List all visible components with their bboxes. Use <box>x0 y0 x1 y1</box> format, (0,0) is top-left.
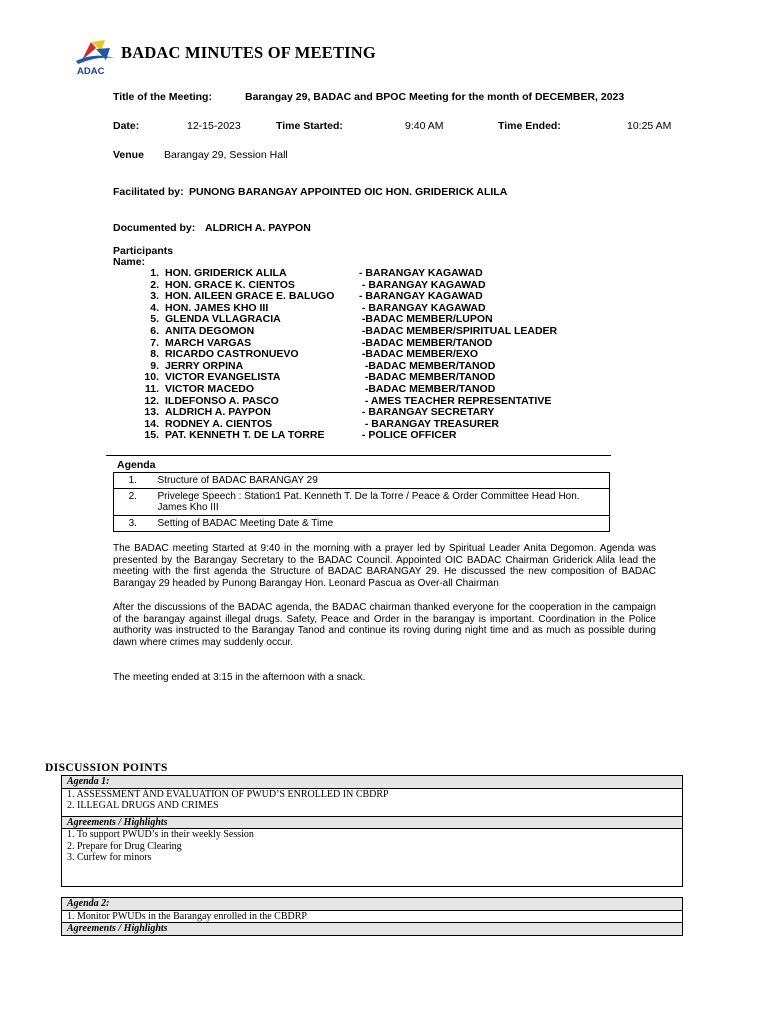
agenda-1-item: 1. ASSESSMENT AND EVALUATION OF PWUD’S ENROLLED IN CBDRP <box>67 788 389 800</box>
agenda-1-header: Agenda 1: <box>62 776 683 789</box>
agenda-1-table <box>61 775 683 887</box>
participant-role: - BARANGAY KAGAWAD <box>359 301 486 314</box>
agenda-item-text: Structure of BADAC BARANGAY 29 <box>152 473 610 489</box>
agenda-item-number: 1. <box>114 473 152 489</box>
agenda-row <box>114 516 610 532</box>
agenda-1-items <box>62 788 683 816</box>
participant-name: ILDEFONSO A. PASCO <box>165 394 279 407</box>
participant-role: -BADAC MEMBER/TANOD <box>359 371 496 384</box>
name-label: Name: <box>113 256 146 268</box>
participant-number: 14. <box>144 417 159 430</box>
participant-role: - BARANGAY SECRETARY <box>359 406 495 419</box>
date-value: 12-15-2023 <box>187 120 241 132</box>
narrative-paragraph-2: After the discussions of the BADAC agenda, the BADAC chairman thanked everyone for the cooperation in the campaign of the barangay against illegal drugs. Safety, Peace and Order in the barangay is important. Coordination in the Police authority was instructed to the Barangay Tanod and continue its roving during night time and as much as possible during dawn where crimes may suddenly occur. <box>113 602 656 649</box>
participant-role: -BADAC MEMBER/TANOD <box>359 359 496 372</box>
participant-name: PAT. KENNETH T. DE LA TORRE <box>165 429 325 442</box>
participant-number: 6. <box>150 324 159 337</box>
venue-value: Barangay 29, Session Hall <box>164 149 288 161</box>
participant-name: MARCH VARGAS <box>165 336 252 349</box>
agenda-2-header: Agenda 2: <box>62 898 683 911</box>
participant-name: HON. GRACE K. CIENTOS <box>165 278 295 291</box>
participant-name: VICTOR MACEDO <box>165 382 255 395</box>
participant-name: VICTOR EVANGELISTA <box>165 371 281 384</box>
participants-label: Participants <box>113 245 174 257</box>
participant-role: - BARANGAY KAGAWAD <box>359 290 483 303</box>
participant-role: -BADAC MEMBER/SPIRITUAL LEADER <box>359 324 558 337</box>
agenda-1-agreements <box>62 829 683 887</box>
meeting-title-value: Barangay 29, BADAC and BPOC Meeting for the month of DECEMBER, 2023 <box>245 91 625 103</box>
agenda-1-item: 2. ILLEGAL DRUGS AND CRIMES <box>67 800 219 812</box>
participant-name: RICARDO CASTRONUEVO <box>165 348 299 361</box>
participant-role: - BARANGAY KAGAWAD <box>359 267 483 279</box>
document-title: BADAC MINUTES OF MEETING <box>121 43 376 62</box>
participant-role: -BADAC MEMBER/TANOD <box>359 336 493 349</box>
agenda-row <box>114 473 610 489</box>
facilitated-label: Facilitated by: <box>113 186 184 198</box>
agenda-item-text: Privelege Speech : Station1 Pat. Kenneth T. De la Torre / Peace & Order Committee Head Hon. James Kho III <box>152 489 610 516</box>
participant-number: 2. <box>150 278 159 291</box>
agenda-1-agreement: 3. Curfew for minors <box>67 852 152 864</box>
participant-number: 7. <box>150 336 159 349</box>
discussion-points-title: DISCUSSION POINTS <box>45 762 168 774</box>
participant-role: - BARANGAY TREASURER <box>359 417 500 430</box>
participant-number: 15. <box>144 429 159 442</box>
participant-role: - BARANGAY KAGAWAD <box>359 278 486 291</box>
logo-text: ADAC <box>77 66 105 76</box>
agenda-table <box>113 472 610 532</box>
participant-name: HON. GRIDERICK ALILA <box>165 267 287 279</box>
participant-number: 3. <box>150 290 159 303</box>
agenda-divider <box>106 455 611 456</box>
participant-name: JERRY ORPINA <box>165 359 244 372</box>
agenda-2-item: 1. Monitor PWUDs in the Barangay enrolled in the CBDRP <box>67 910 307 922</box>
agenda-2-agreements-header: Agreements / Highlights <box>62 923 683 936</box>
agenda-1-agreement: 2. Prepare for Drug Clearing <box>67 840 182 852</box>
participant-role: -BADAC MEMBER/LUPON <box>359 313 493 326</box>
agenda-label: Agenda <box>117 459 156 471</box>
participant-name: HON. JAMES KHO III <box>165 301 269 314</box>
agenda-1-agreements-header: Agreements / Highlights <box>62 816 683 829</box>
participant-role: -BADAC MEMBER/EXO <box>359 348 479 361</box>
participant-number: 4. <box>150 301 159 314</box>
participant-name: RODNEY A. CIENTOS <box>165 417 273 430</box>
participant-role: - AMES TEACHER REPRESENTATIVE <box>359 394 552 407</box>
meeting-title-label: Title of the Meeting: <box>113 91 212 103</box>
agenda-item-text: Setting of BADAC Meeting Date & Time <box>152 516 610 532</box>
narrative-paragraph-1: The BADAC meeting Started at 9:40 in the morning with a prayer led by Spiritual Leader Anita Degomon. Agenda was presented by the Barangay Secretary to the BADAC Council. Appointed OIC BADAC Chairman Griderick Alila lead the meeting with the first agenda the Structure of BADAC BARANGAY 29. He discussed the new composition of BADAC Barangay 29 headed by Punong Barangay Hon. Leonard Pascua as Over-all Chairman <box>113 543 656 590</box>
adac-logo <box>72 34 118 76</box>
time-ended-value: 10:25 AM <box>627 120 672 132</box>
time-ended-label: Time Ended: <box>498 120 561 132</box>
agenda-item-number: 3. <box>114 516 152 532</box>
participant-number: 8. <box>150 348 159 361</box>
participant-number: 10. <box>144 371 159 384</box>
agenda-2-items <box>62 910 683 923</box>
time-started-label: Time Started: <box>276 120 343 132</box>
participant-name: ANITA DEGOMON <box>165 324 255 337</box>
documented-value: ALDRICH A. PAYPON <box>205 222 311 234</box>
participant-number: 5. <box>150 313 159 326</box>
participant-name: ALDRICH A. PAYPON <box>165 406 271 419</box>
participant-number: 9. <box>150 359 159 372</box>
participant-number: 11. <box>144 382 159 395</box>
agenda-item-number: 2. <box>114 489 152 516</box>
participant-role: - POLICE OFFICER <box>359 429 457 442</box>
facilitated-value: PUNONG BARANGAY APPOINTED OIC HON. GRIDERICK ALILA <box>189 186 508 198</box>
participant-role: -BADAC MEMBER/TANOD <box>359 382 496 395</box>
documented-label: Documented by: <box>113 222 196 234</box>
narrative-paragraph-3: The meeting ended at 3:15 in the afternoon with a snack. <box>113 672 366 683</box>
participant-number: 1. <box>150 267 159 279</box>
participant-number: 13. <box>144 406 159 419</box>
agenda-2-table <box>61 897 683 936</box>
agenda-1-agreement: 1. To support PWUD’s in their weekly Session <box>67 829 254 841</box>
participant-name: HON. AILEEN GRACE E. BALUGO <box>165 290 335 303</box>
date-label: Date: <box>113 120 140 132</box>
venue-label: Venue <box>113 149 144 161</box>
agenda-row <box>114 489 610 516</box>
participant-name: GLENDA VLLAGRACIA <box>165 313 281 326</box>
participant-number: 12. <box>144 394 159 407</box>
time-started-value: 9:40 AM <box>405 120 444 132</box>
